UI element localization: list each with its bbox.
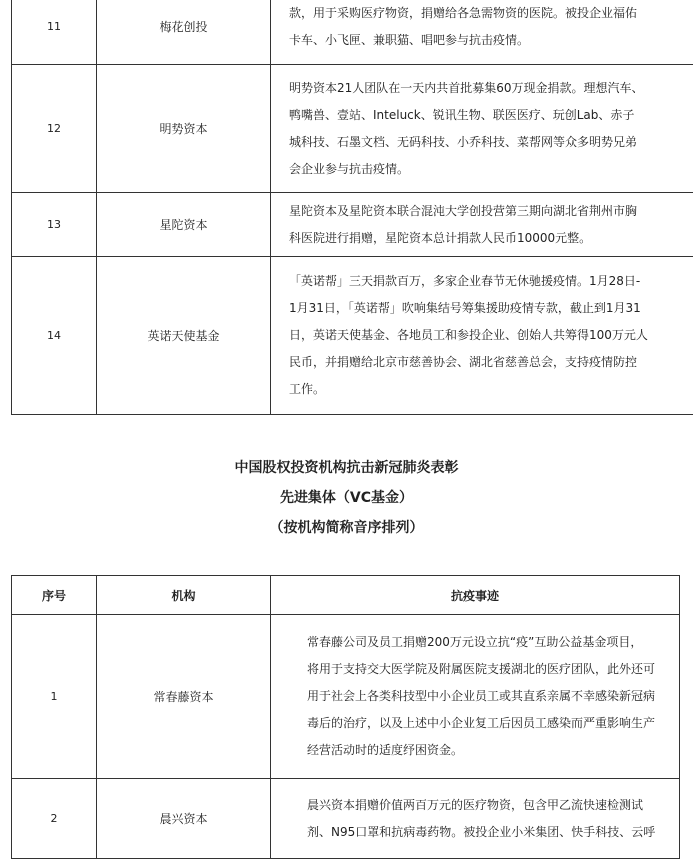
table-row <box>12 193 693 257</box>
deed-line: 剂、N95口罩和抗病毒药物。被投企业小米集团、快手科技、云呼 <box>307 819 669 846</box>
deed-description <box>271 257 693 415</box>
deed-line: 日，英诺天使基金、各地员工和参投企业、创始人共筹得100万元人 <box>289 322 693 349</box>
awards-table <box>11 575 680 859</box>
table-header-row <box>12 576 680 615</box>
deed-line: 用于社会上各类科技型中小企业员工或其直系亲属不幸感染新冠病 <box>307 683 669 710</box>
institution-name: 英诺天使基金 <box>97 257 271 415</box>
column-header-number: 序号 <box>12 576 97 615</box>
deed-line: 常春藤公司及员工捐赠200万元设立抗“疫”互助公益基金项目， <box>307 629 669 656</box>
section-title: 中国股权投资机构抗击新冠肺炎表彰 <box>0 455 693 481</box>
table-row <box>12 779 680 859</box>
deed-description <box>271 779 680 859</box>
row-number: 1 <box>12 615 97 779</box>
deed-line: 经营活动时的适度纾困资金。 <box>307 737 669 764</box>
deed-line: 工作。 <box>289 376 693 403</box>
table-row <box>12 615 680 779</box>
deed-line: 城科技、石墨文档、无码科技、小乔科技、菜帮网等众多明势兄弟 <box>289 129 693 156</box>
deed-line: 毒后的治疗，以及上述中小企业复工后因员工感染而严重影响生产 <box>307 710 669 737</box>
deed-description <box>271 65 693 193</box>
row-number: 14 <box>12 257 97 415</box>
awards-table-continued <box>11 0 693 415</box>
deed-line: 会企业参与抗击疫情。 <box>289 156 693 183</box>
deed-description <box>271 615 680 779</box>
table-row <box>12 257 693 415</box>
deed-line: 民币，并捐赠给北京市慈善协会、湖北省慈善总会，支持疫情防控 <box>289 349 693 376</box>
deed-description <box>271 0 693 65</box>
table-row <box>12 0 693 65</box>
deed-line: 明势资本21人团队在一天内共首批募集60万现金捐款。理想汽车、 <box>289 75 693 102</box>
institution-name: 明势资本 <box>97 65 271 193</box>
deed-line: 「英诺帮」三天捐款百万，多家企业春节无休驰援疫情。1月28日- <box>289 268 693 295</box>
column-header-institution: 机构 <box>97 576 271 615</box>
row-number: 11 <box>12 0 97 65</box>
row-number: 13 <box>12 193 97 257</box>
column-header-deeds: 抗疫事迹 <box>271 576 680 615</box>
section-subtitle: 先进集体（VC基金） <box>0 485 693 511</box>
institution-name: 常春藤资本 <box>97 615 271 779</box>
deed-line: 将用于支持交大医学院及附属医院支援湖北的医疗团队，此外还可 <box>307 656 669 683</box>
institution-name: 星陀资本 <box>97 193 271 257</box>
deed-line: 卡车、小飞匣、兼职猫、唱吧参与抗击疫情。 <box>289 27 693 54</box>
table-row <box>12 65 693 193</box>
deed-description <box>271 193 693 257</box>
deed-line: 鸭嘴兽、壹站、Inteluck、锐讯生物、联医医疗、玩创Lab、赤子 <box>289 102 693 129</box>
deed-line: 科医院进行捐赠，星陀资本总计捐款人民币10000元整。 <box>289 225 693 252</box>
deed-line: 款，用于采购医疗物资，捐赠给各急需物资的医院。被投企业福佑 <box>289 0 693 27</box>
institution-name: 梅花创投 <box>97 0 271 65</box>
row-number: 2 <box>12 779 97 859</box>
deed-line: 1月31日，「英诺帮」吹响集结号筹集援助疫情专款，截止到1月31 <box>289 295 693 322</box>
deed-line: 星陀资本及星陀资本联合混沌大学创投营第三期向湖北省荆州市胸 <box>289 198 693 225</box>
deed-line: 晨兴资本捐赠价值两百万元的医疗物资，包含甲乙流快速检测试 <box>307 792 669 819</box>
section-note: （按机构简称音序排列） <box>0 515 693 541</box>
row-number: 12 <box>12 65 97 193</box>
institution-name: 晨兴资本 <box>97 779 271 859</box>
